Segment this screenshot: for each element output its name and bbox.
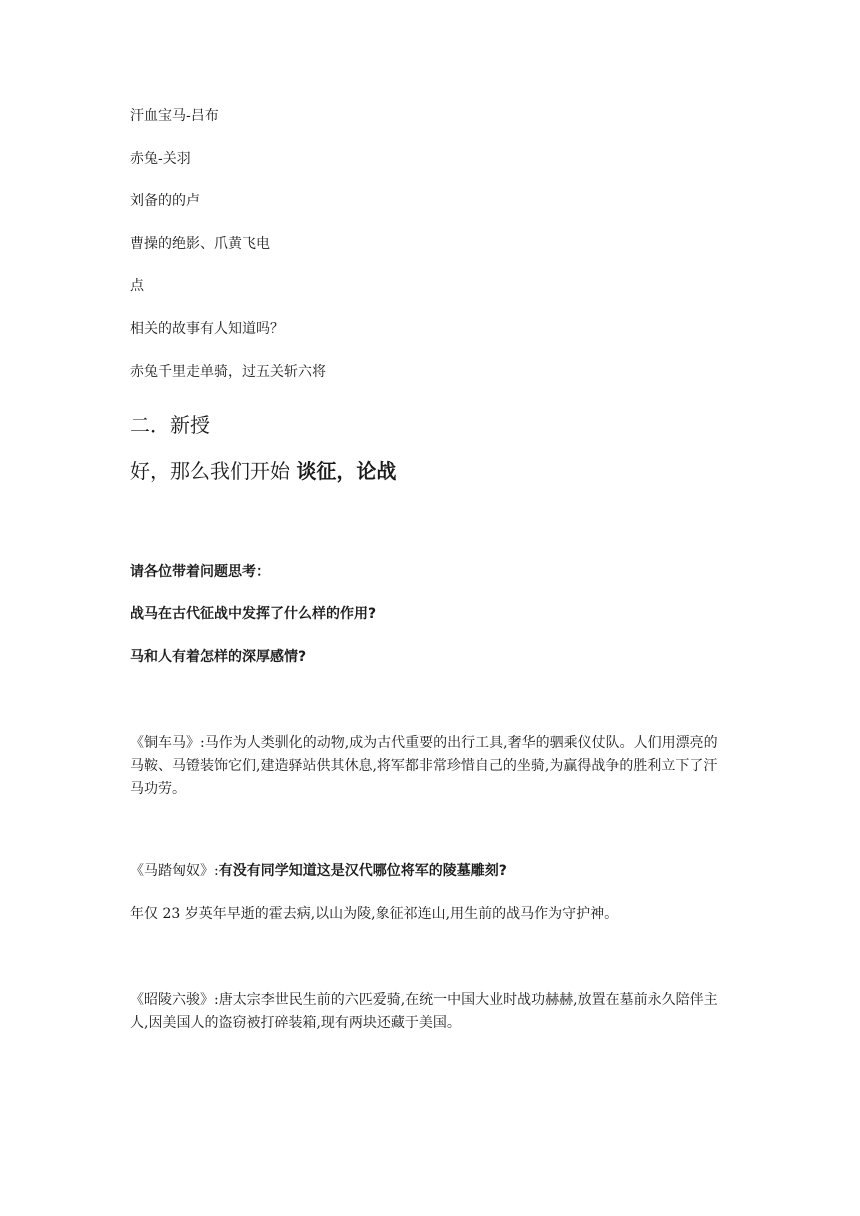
intro-line-5: 点 [130,278,144,294]
question-1: 战马在古代征战中发挥了什么样的作用? [130,606,377,622]
intro-line-2: 赤兔-关羽 [130,151,191,167]
intro-line-1: 汗血宝马-吕布 [130,108,219,124]
paragraph-matahongnu [130,861,507,881]
paragraph-huoqubing: 年仅 23 岁英年早逝的霍去病,以山为陵,象征祁连山,用生前的战马作为守护神。 [130,906,619,922]
section-heading: 二．新授 [130,413,210,437]
intro-line-7: 赤兔千里走单骑，过五关斩六将 [130,364,326,380]
intro-line-3: 刘备的的卢 [130,193,200,209]
section-lead-bold: 谈征，论战 [296,459,397,483]
intro-line-6: 相关的故事有人知道吗？ [130,321,284,337]
paragraph-matahongnu-question: 有没有同学知道这是汉代哪位将军的陵墓雕刻? [218,863,507,879]
section-lead [130,457,396,485]
section-lead-prefix: 好，那么我们开始 [130,459,297,483]
intro-line-4: 曹操的绝影、爪黄飞电 [130,236,270,252]
paragraph-tongchema: 《铜车马》:马作为人类驯化的动物,成为古代重要的出行工具,奢华的驷乘仪仗队。人们用漂亮的马鞍、马镫装饰它们,建造驿站供其休息,将军都非常珍惜自己的坐骑,为赢得战争的胜利立下了汗马功劳。 [130,735,718,797]
question-2: 马和人有着怎样的深厚感情? [130,649,307,665]
paragraph-zhaolingliujun: 《昭陵六骏》:唐太宗李世民生前的六匹爱骑,在统一中国大业时战功赫赫,放置在墓前永久陪伴主人,因美国人的盗窃被打碎装箱,现有两块还藏于美国。 [130,992,718,1031]
questions-prompt: 请各位带着问题思考： [130,564,270,580]
paragraph-matahongnu-prefix: 《马踏匈奴》: [130,863,219,879]
